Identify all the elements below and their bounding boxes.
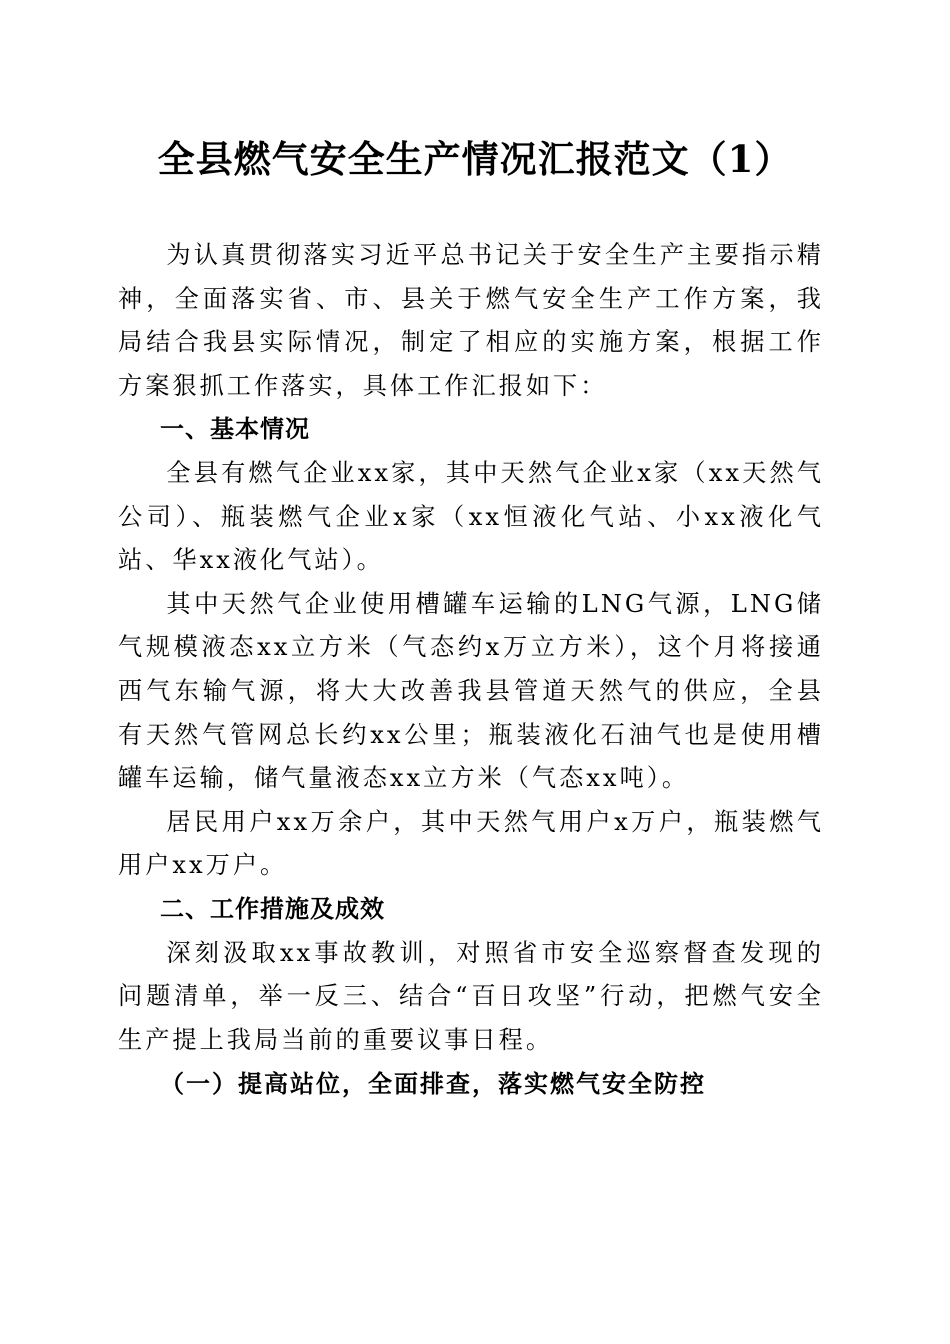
paragraph-enterprises: 全县有燃气企业xx家，其中天然气企业x家（xx天然气公司）、瓶装燃气企业x家（xx恒液化气站、小xx液化气站、华xx液化气站）。	[118, 458, 824, 575]
paragraph-users: 居民用户xx万余户，其中天然气用户x万户，瓶装燃气用户xx万户。	[118, 807, 824, 880]
document-body	[118, 234, 824, 1106]
section-heading-measures: 二、工作措施及成效	[160, 894, 385, 923]
paragraph-lessons: 深刻汲取xx事故教训，对照省市安全巡察督查发现的问题清单，举一反三、结合“百日攻坚”行动，把燃气安全生产提上我局当前的重要议事日程。	[118, 938, 824, 1054]
document-title: 全县燃气安全生产情况汇报范文（1）	[157, 137, 793, 181]
paragraph-gas-supply: 其中天然气企业使用槽罐车运输的LNG气源，LNG储气规模液态xx立方米（气态约x万立方米），这个月将接通西气东输气源，将大大改善我县管道天然气的供应，全县有天然气管网总长约xx公里；瓶装液化石油气也是使用槽罐车运输，储气量液态xx立方米（气态xx吨）。	[118, 589, 824, 793]
intro-paragraph: 为认真贯彻落实习近平总书记关于安全生产主要指示精神，全面落实省、市、县关于燃气安全生产工作方案，我局结合我县实际情况，制定了相应的实施方案，根据工作方案狠抓工作落实，具体工作汇报如下：	[118, 241, 824, 400]
section-heading-basic-situation: 一、基本情况	[160, 415, 310, 444]
subsection-heading-1: （一）提高站位，全面排查，落实燃气安全防控	[160, 1069, 706, 1099]
